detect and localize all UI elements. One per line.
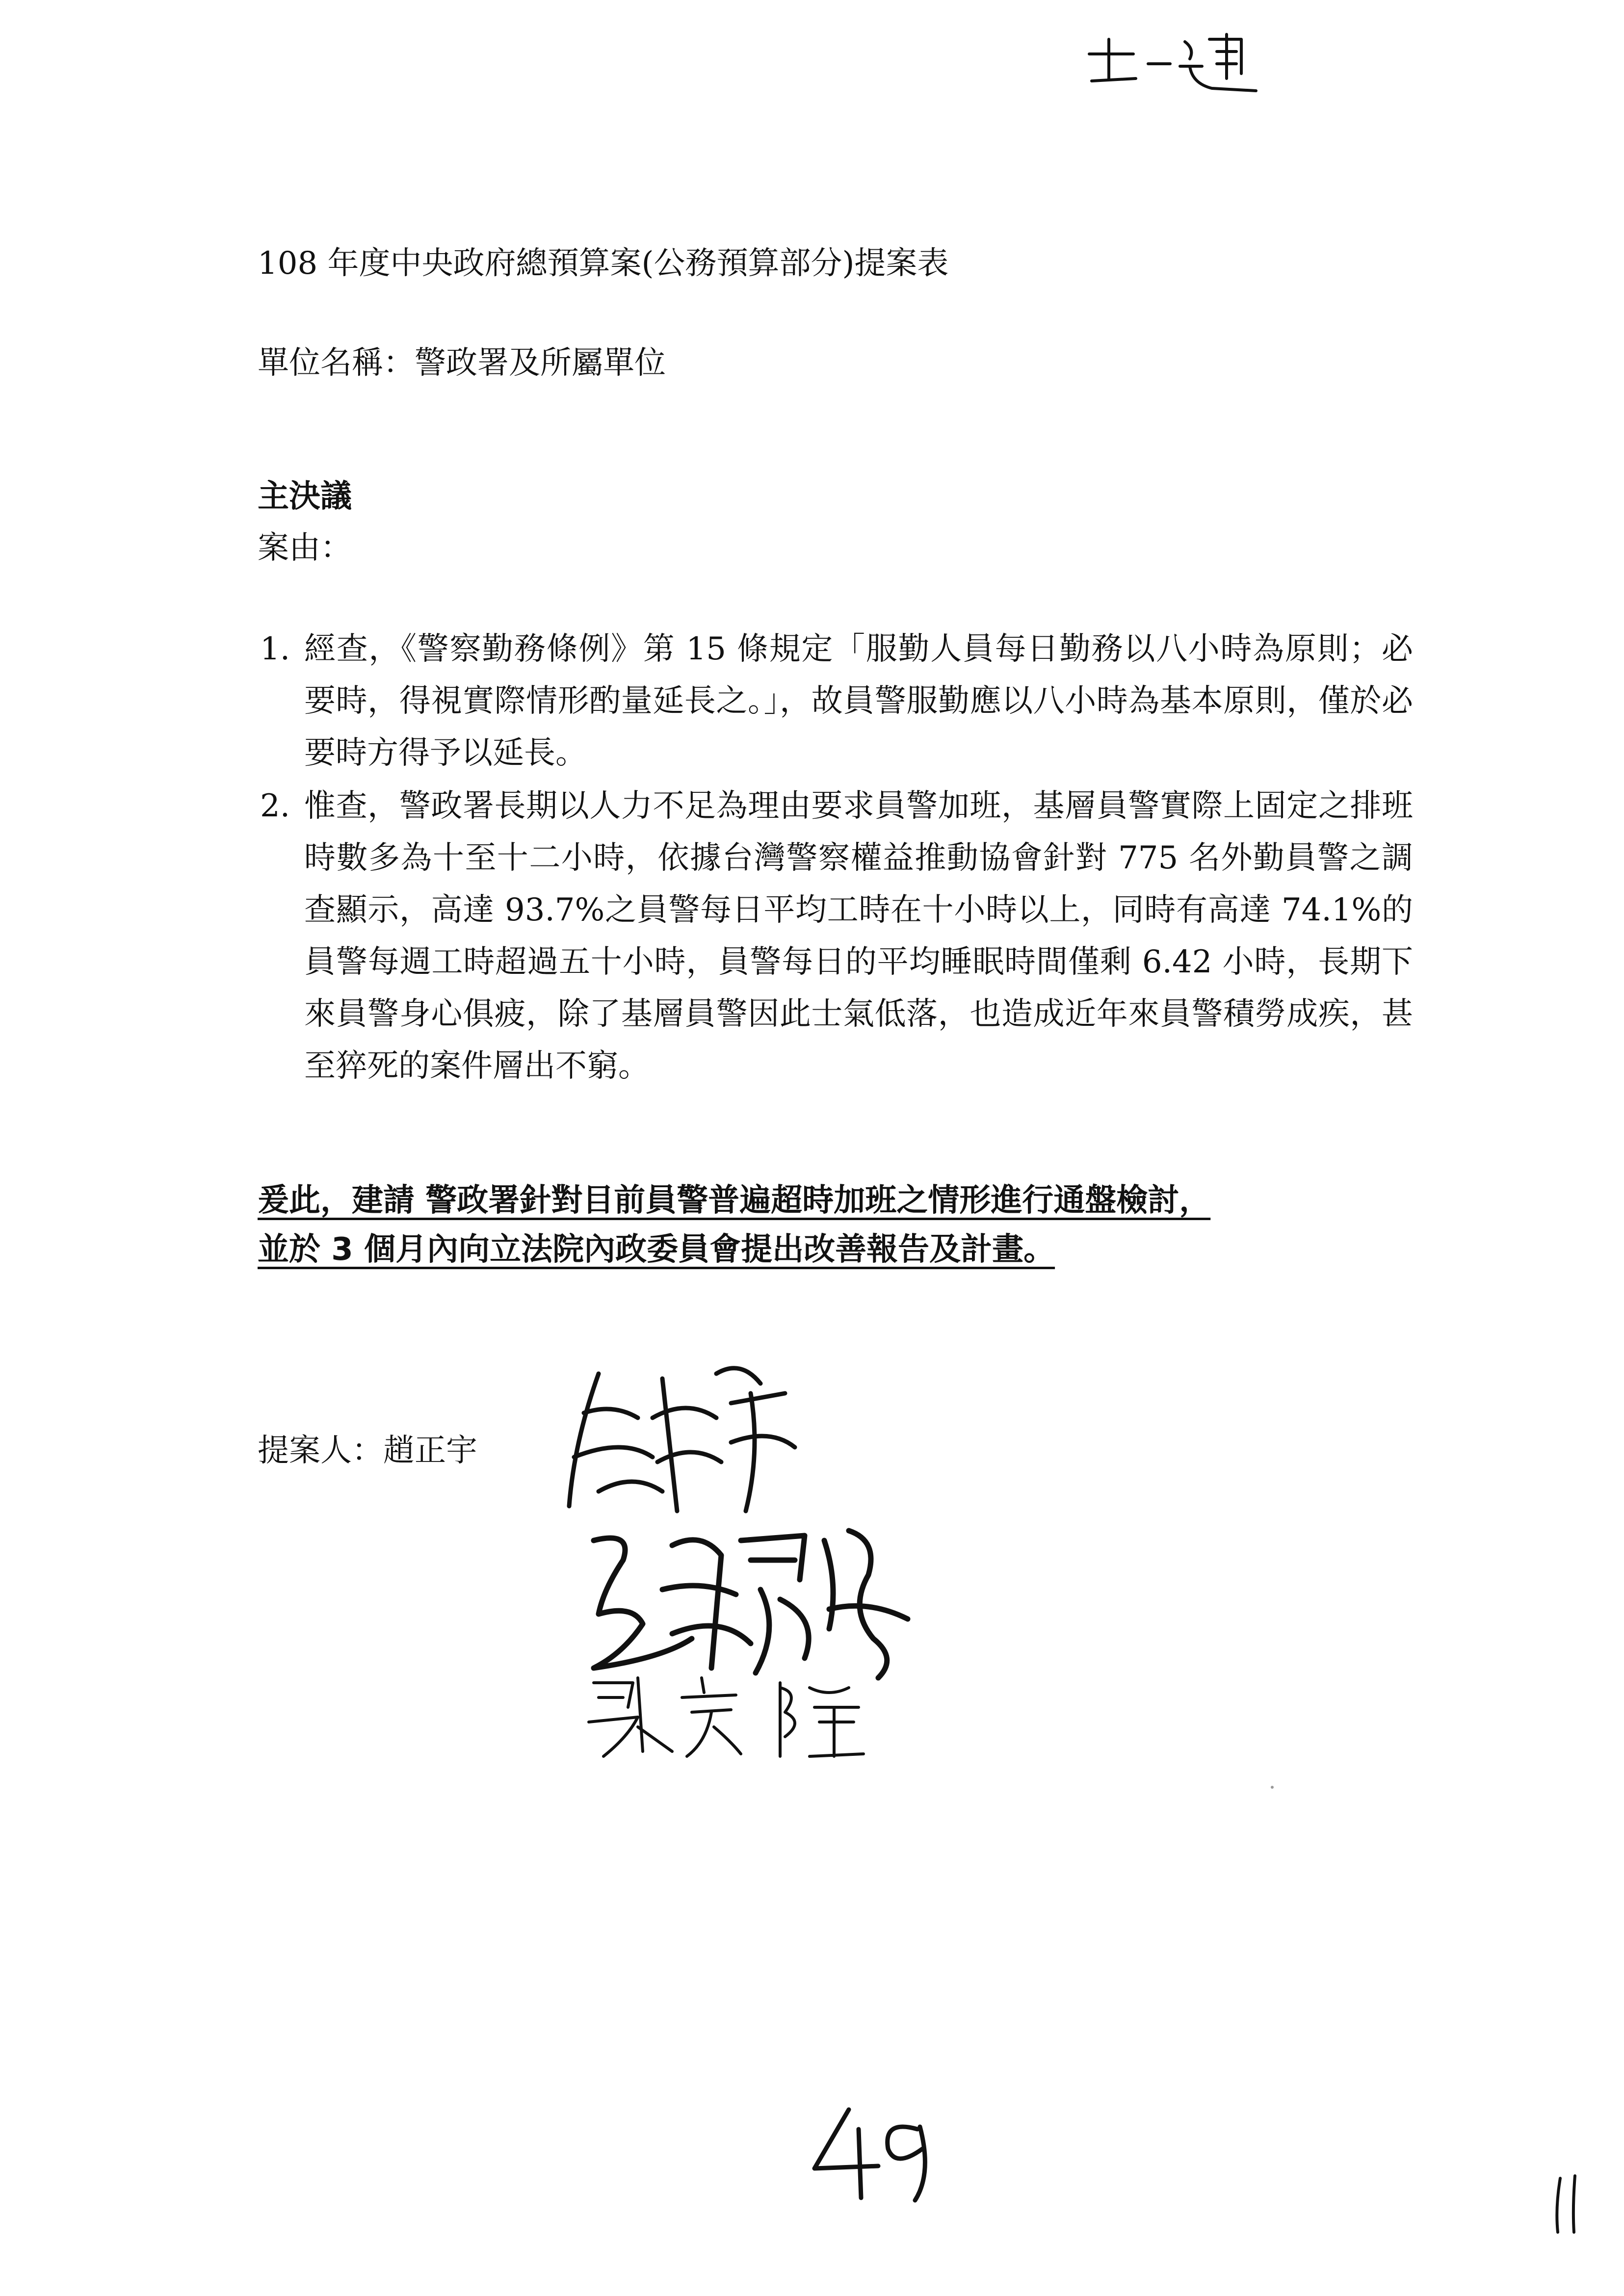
unit-name: 單位名稱：警政署及所屬單位 xyxy=(258,345,666,381)
signature-2 xyxy=(574,1511,927,1688)
reason-item-number: 1. xyxy=(260,631,290,667)
page-number xyxy=(805,2100,942,2208)
margin-mark xyxy=(1545,2168,1590,2242)
proposer-label: 提案人：趙正宇 xyxy=(258,1433,477,1469)
resolution-line-1: 爰此，建請 警政署針對目前員警普遍超時加班之情形進行通盤檢討， xyxy=(258,1182,1211,1219)
reason-item-1 xyxy=(260,623,1413,779)
reason-item-number: 2. xyxy=(260,788,290,824)
reason-label: 案由： xyxy=(258,530,352,566)
scan-speck xyxy=(1271,1786,1274,1789)
reason-item-2 xyxy=(260,780,1413,1092)
reason-item-text: 惟查，警政署長期以人力不足為理由要求員警加班，基層員警實際上固定之排班時數多為十至十二小時，依據台灣警察權益推動協會針對 775 名外勤員警之調查顯示，高達 93.7%之員警每日平均工時在十小時以上，同時有高達 74.1%的員警每週工時超過五十小時，員警每日的平均睡眠時間僅剩 6.42 小時，長期下來員警身心俱疲，除了基層員警因此士氣低落，也造成近年來員警積勞成疾，甚至猝死的案件層出不窮。 xyxy=(304,788,1413,1084)
document-title: 108 年度中央政府總預算案(公務預算部分)提案表 xyxy=(258,245,949,282)
section-heading: 主決議 xyxy=(258,478,352,515)
resolution-line-2: 並於 3 個月內向立法院內政委員會提出改善報告及計畫。 xyxy=(258,1231,1055,1268)
reason-item-text: 經查，《警察勤務條例》第 15 條規定「服勤人員每日勤務以八小時為原則；必要時，得視實際情形酌量延長之。」，故員警服勤應以八小時為基本原則，僅於必要時方得予以延長。 xyxy=(304,631,1413,771)
signature-1 xyxy=(554,1344,810,1531)
corner-handwritten-note xyxy=(1079,20,1266,98)
signature-3 xyxy=(574,1668,888,1766)
